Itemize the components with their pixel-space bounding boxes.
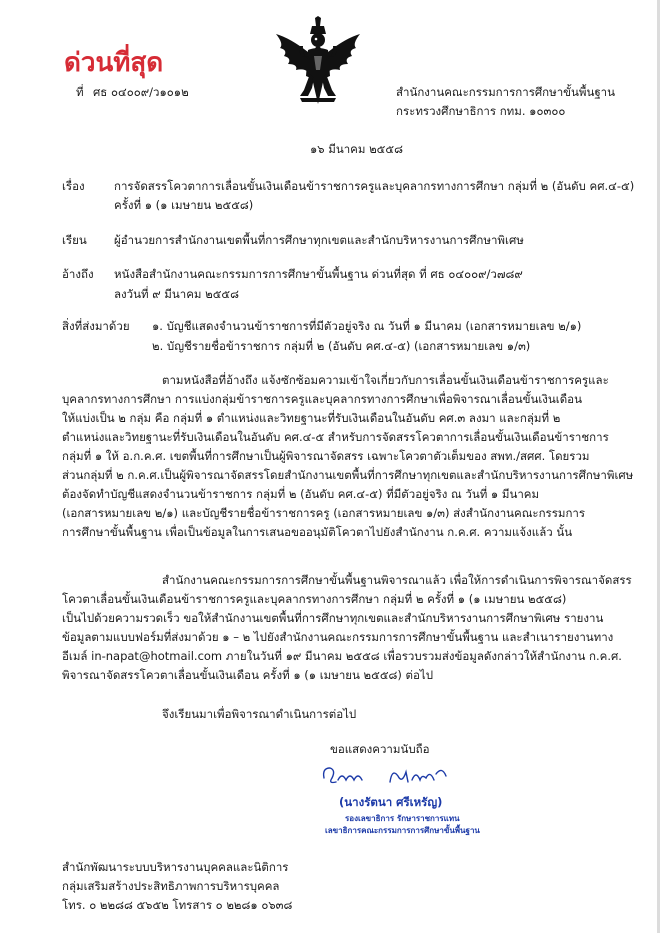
recipient: ผู้อำนวยการสำนักงานเขตพื้นที่การศึกษาทุกเขตและสำนักบริหารงานการศึกษาพิเศษ (114, 233, 524, 247)
closing-sentence: จึงเรียนมาเพื่อพิจารณาดำเนินการต่อไป (162, 707, 357, 721)
para2-line: โควตาเลื่อนขั้นเงินเดือนข้าราชการครูและบุคลากรทางการศึกษา กลุ่มที่ ๒ ครั้งที่ ๑ (๑ เมษายน ๒๕๕๘) (62, 592, 567, 606)
para1-line: ให้แบ่งเป็น ๒ กลุ่ม คือ กลุ่มที่ ๑ ตำแหน่งและวิทยฐานะที่รับเงินเดือนในอันดับ คศ.๓ ลงมา และกลุ่มที่ ๒ (62, 411, 561, 425)
para2-line: เป็นไปด้วยความรวดเร็ว ขอให้สำนักงานเขตพื้นที่การศึกษาทุกเขตและสำนักบริหารงานการศึกษาพิเศษ รายงาน (62, 611, 604, 625)
enclosure-item-2: ๒. บัญชีรายชื่อข้าราชการ กลุ่มที่ ๒ (อันดับ คศ.๔-๕) (เอกสารหมายเลข ๑/๓) (152, 339, 531, 353)
para1-line: การศึกษาขั้นพื้นฐาน เพื่อเป็นข้อมูลในการเสนอขออนุมัติโควตาไปยังสำนักงาน ก.ค.ศ. ความแจ้งแล้ว นั้น (62, 525, 573, 539)
para2-line: ข้อมูลตามแบบฟอร์มที่ส่งมาด้วย ๑ – ๒ ไปยังสำนักงานคณะกรรมการการศึกษาขั้นพื้นฐาน และสำเนารายงานทาง (62, 630, 614, 644)
signer-title-1: รองเลขาธิการ รักษาราชการแทน (345, 814, 460, 823)
garuda-emblem-icon (270, 16, 366, 112)
para1-line: ส่วนกลุ่มที่ ๒ ก.ค.ศ.เป็นผู้พิจารณาจัดสรรโดยสำนักงานเขตพื้นที่การศึกษาทุกเขตและสำนักบริหารงานการศึกษาพิเศษ (62, 468, 634, 482)
para2-line: อีเมล์ in-napat@hotmail.com ภายในวันที่ ๑๙ มีนาคม ๒๕๕๘ เพื่อรวบรวมส่งข้อมูลดังกล่าวให้สำนักงาน ก.ค.ศ. (62, 649, 622, 663)
reference-label: อ้างถึง (62, 267, 94, 281)
recipient-label: เรียน (62, 233, 87, 247)
para2-line: สำนักงานคณะกรรมการการศึกษาขั้นพื้นฐานพิจารณาแล้ว เพื่อให้การดำเนินการพิจารณาจัดสรร (162, 573, 632, 587)
para1-line: ต้องจัดทำบัญชีแสดงจำนวนข้าราชการ กลุ่มที่ ๒ (อันดับ คศ.๔-๕) ที่มีตัวอยู่จริง ณ วันที่ ๑ มีนาคม (62, 487, 540, 501)
enclosure-item-1: ๑. บัญชีแสดงจำนวนข้าราชการที่มีตัวอยู่จริง ณ วันที่ ๑ มีนาคม (เอกสารหมายเลข ๒/๑) (152, 319, 582, 333)
para1-line: บุคลากรทางการศึกษา การแบ่งกลุ่มข้าราชการครูและบุคลากรทางการศึกษาเพื่อพิจารณาเลื่อนขั้นเงินเดือน (62, 392, 582, 406)
subject-line-1: การจัดสรรโควตาการเลื่อนขั้นเงินเดือนข้าราชการครูและบุคลากรทางการศึกษา กลุ่มที่ ๒ (อันดับ คศ.๔-๕) (114, 179, 635, 193)
signer-title-2: เลขาธิการคณะกรรมการการศึกษาขั้นพื้นฐาน (325, 826, 480, 835)
letter-date: ๑๖ มีนาคม ๒๕๕๘ (310, 142, 403, 156)
handwritten-signature (318, 760, 468, 790)
reference-line-2: ลงวันที่ ๙ มีนาคม ๒๕๕๘ (114, 287, 239, 301)
urgency-stamp: ด่วนที่สุด (64, 48, 164, 78)
reference-line-1: หนังสือสำนักงานคณะกรรมการการศึกษาขั้นพื้นฐาน ด่วนที่สุด ที่ ศธ ๐๔๐๐๙/ว๗๘๙ (114, 267, 523, 281)
ref-number: ศธ ๐๔๐๐๙/ว๑๐๑๒ (93, 85, 189, 99)
footer-department: สำนักพัฒนาระบบบริหารงานบุคคลและนิติการ (62, 860, 289, 874)
footer-group: กลุ่มเสริมสร้างประสิทธิภาพการบริหารบุคคล (62, 879, 280, 893)
ref-label: ที่ (76, 85, 84, 99)
signer-name: (นางรัตนา ศรีเหรัญ) (339, 795, 443, 809)
subject-label: เรื่อง (62, 179, 85, 193)
office-name: สำนักงานคณะกรรมการการศึกษาขั้นพื้นฐาน (396, 85, 615, 99)
regards: ขอแสดงความนับถือ (330, 742, 430, 756)
enclosures-label: สิ่งที่ส่งมาด้วย (62, 319, 130, 333)
para1-line: ตามหนังสือที่อ้างถึง แจ้งซักซ้อมความเข้าใจเกี่ยวกับการเลื่อนขั้นเงินเดือนข้าราชการครูและ (162, 373, 609, 387)
subject-line-2: ครั้งที่ ๑ (๑ เมษายน ๒๕๕๘) (114, 198, 254, 212)
footer-contact: โทร. ๐ ๒๒๘๘ ๕๖๕๒ โทรสาร ๐ ๒๒๘๑ ๐๖๓๘ (62, 898, 293, 912)
para2-line: พิจารณาจัดสรรโควตาเลื่อนขั้นเงินเดือน ครั้งที่ ๑ (๑ เมษายน ๒๕๕๘) ต่อไป (62, 668, 433, 682)
para1-line: (เอกสารหมายเลข ๒/๑) และบัญชีรายชื่อข้าราชการครู (เอกสารหมายเลข ๑/๓) ส่งสำนักงานคณะกรรมการ (62, 506, 586, 520)
para1-line: กลุ่มที่ ๑ ให้ อ.ก.ค.ศ. เขตพื้นที่การศึกษาเป็นผู้พิจารณาจัดสรร เฉพาะโควตาตัวเต็มของ สพท./สศศ. โดยรวม (62, 449, 590, 463)
office-address: กระทรวงศึกษาธิการ กทม. ๑๐๓๐๐ (396, 104, 566, 118)
para1-line: ตำแหน่งและวิทยฐานะที่รับเงินเดือนในอันดับ คศ.๔-๕ สำหรับการจัดสรรโควตาการเลื่อนขั้นเงินเดือนข้าราชการ (62, 430, 609, 444)
